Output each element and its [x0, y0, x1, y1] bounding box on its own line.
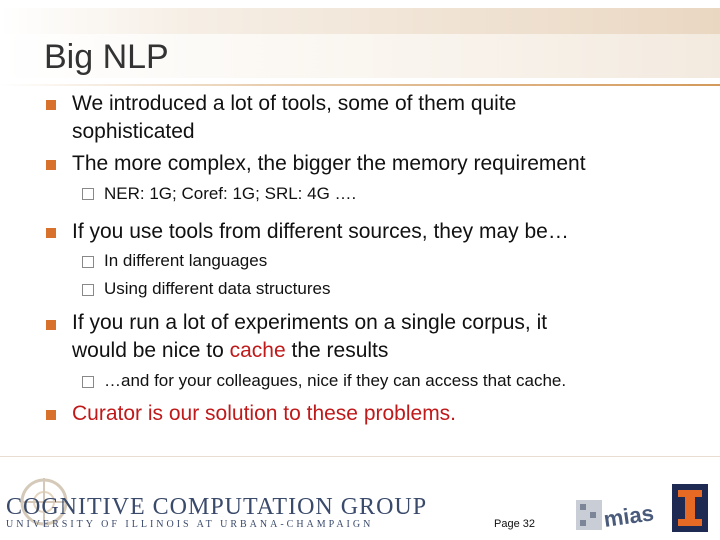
bullet-5-text: Curator is our solution to these problems. — [72, 402, 457, 425]
bullet-4-sub-1: …and for your colleagues, nice if they can access that cache. — [104, 371, 567, 390]
checkbox-bullet-icon — [82, 256, 94, 268]
bullet-1-line1: We introduced a lot of tools, some of them quite — [72, 92, 517, 115]
bullet-1-line2: sophisticated — [72, 120, 195, 143]
bullet-3-text: If you use tools from different sources, they may be… — [72, 220, 569, 243]
page-number: Page 32 — [494, 518, 535, 530]
square-bullet-icon — [46, 160, 56, 170]
svg-text:mias: mias — [602, 500, 656, 532]
bullet-1-text — [72, 90, 692, 146]
bullet-3-sub-1: In different languages — [104, 251, 268, 270]
square-bullet-icon — [46, 410, 56, 420]
footer-divider — [0, 456, 720, 457]
checkbox-bullet-icon — [82, 188, 94, 200]
checkbox-bullet-icon — [82, 376, 94, 388]
illinois-logo — [670, 482, 710, 534]
logo-line-2: UNIVERSITY OF ILLINOIS AT URBANA-CHAMPAIGN — [6, 519, 374, 530]
bullet-4-text — [72, 309, 692, 365]
square-bullet-icon — [46, 100, 56, 110]
square-bullet-icon — [46, 228, 56, 238]
checkbox-bullet-icon — [82, 284, 94, 296]
bullet-3-sub-2: Using different data structures — [104, 279, 331, 298]
mias-logo — [576, 494, 662, 534]
logo-line-1: COGNITIVE COMPUTATION GROUP — [6, 494, 428, 520]
title-divider — [0, 84, 720, 86]
bullet-2-text: The more complex, the bigger the memory requirement — [72, 152, 586, 175]
header-gradient-bar — [0, 8, 720, 34]
bullet-4-line1: If you run a lot of experiments on a single corpus, it — [72, 311, 548, 334]
bullet-2-sub-1: NER: 1G; Coref: 1G; SRL: 4G …. — [104, 184, 357, 203]
cache-highlight: cache — [229, 339, 286, 362]
bullet-4-line2-post: the results — [285, 339, 389, 362]
bullet-4-line2-pre: would be nice to — [72, 339, 230, 362]
square-bullet-icon — [46, 320, 56, 330]
slide-title: Big NLP — [44, 38, 169, 76]
